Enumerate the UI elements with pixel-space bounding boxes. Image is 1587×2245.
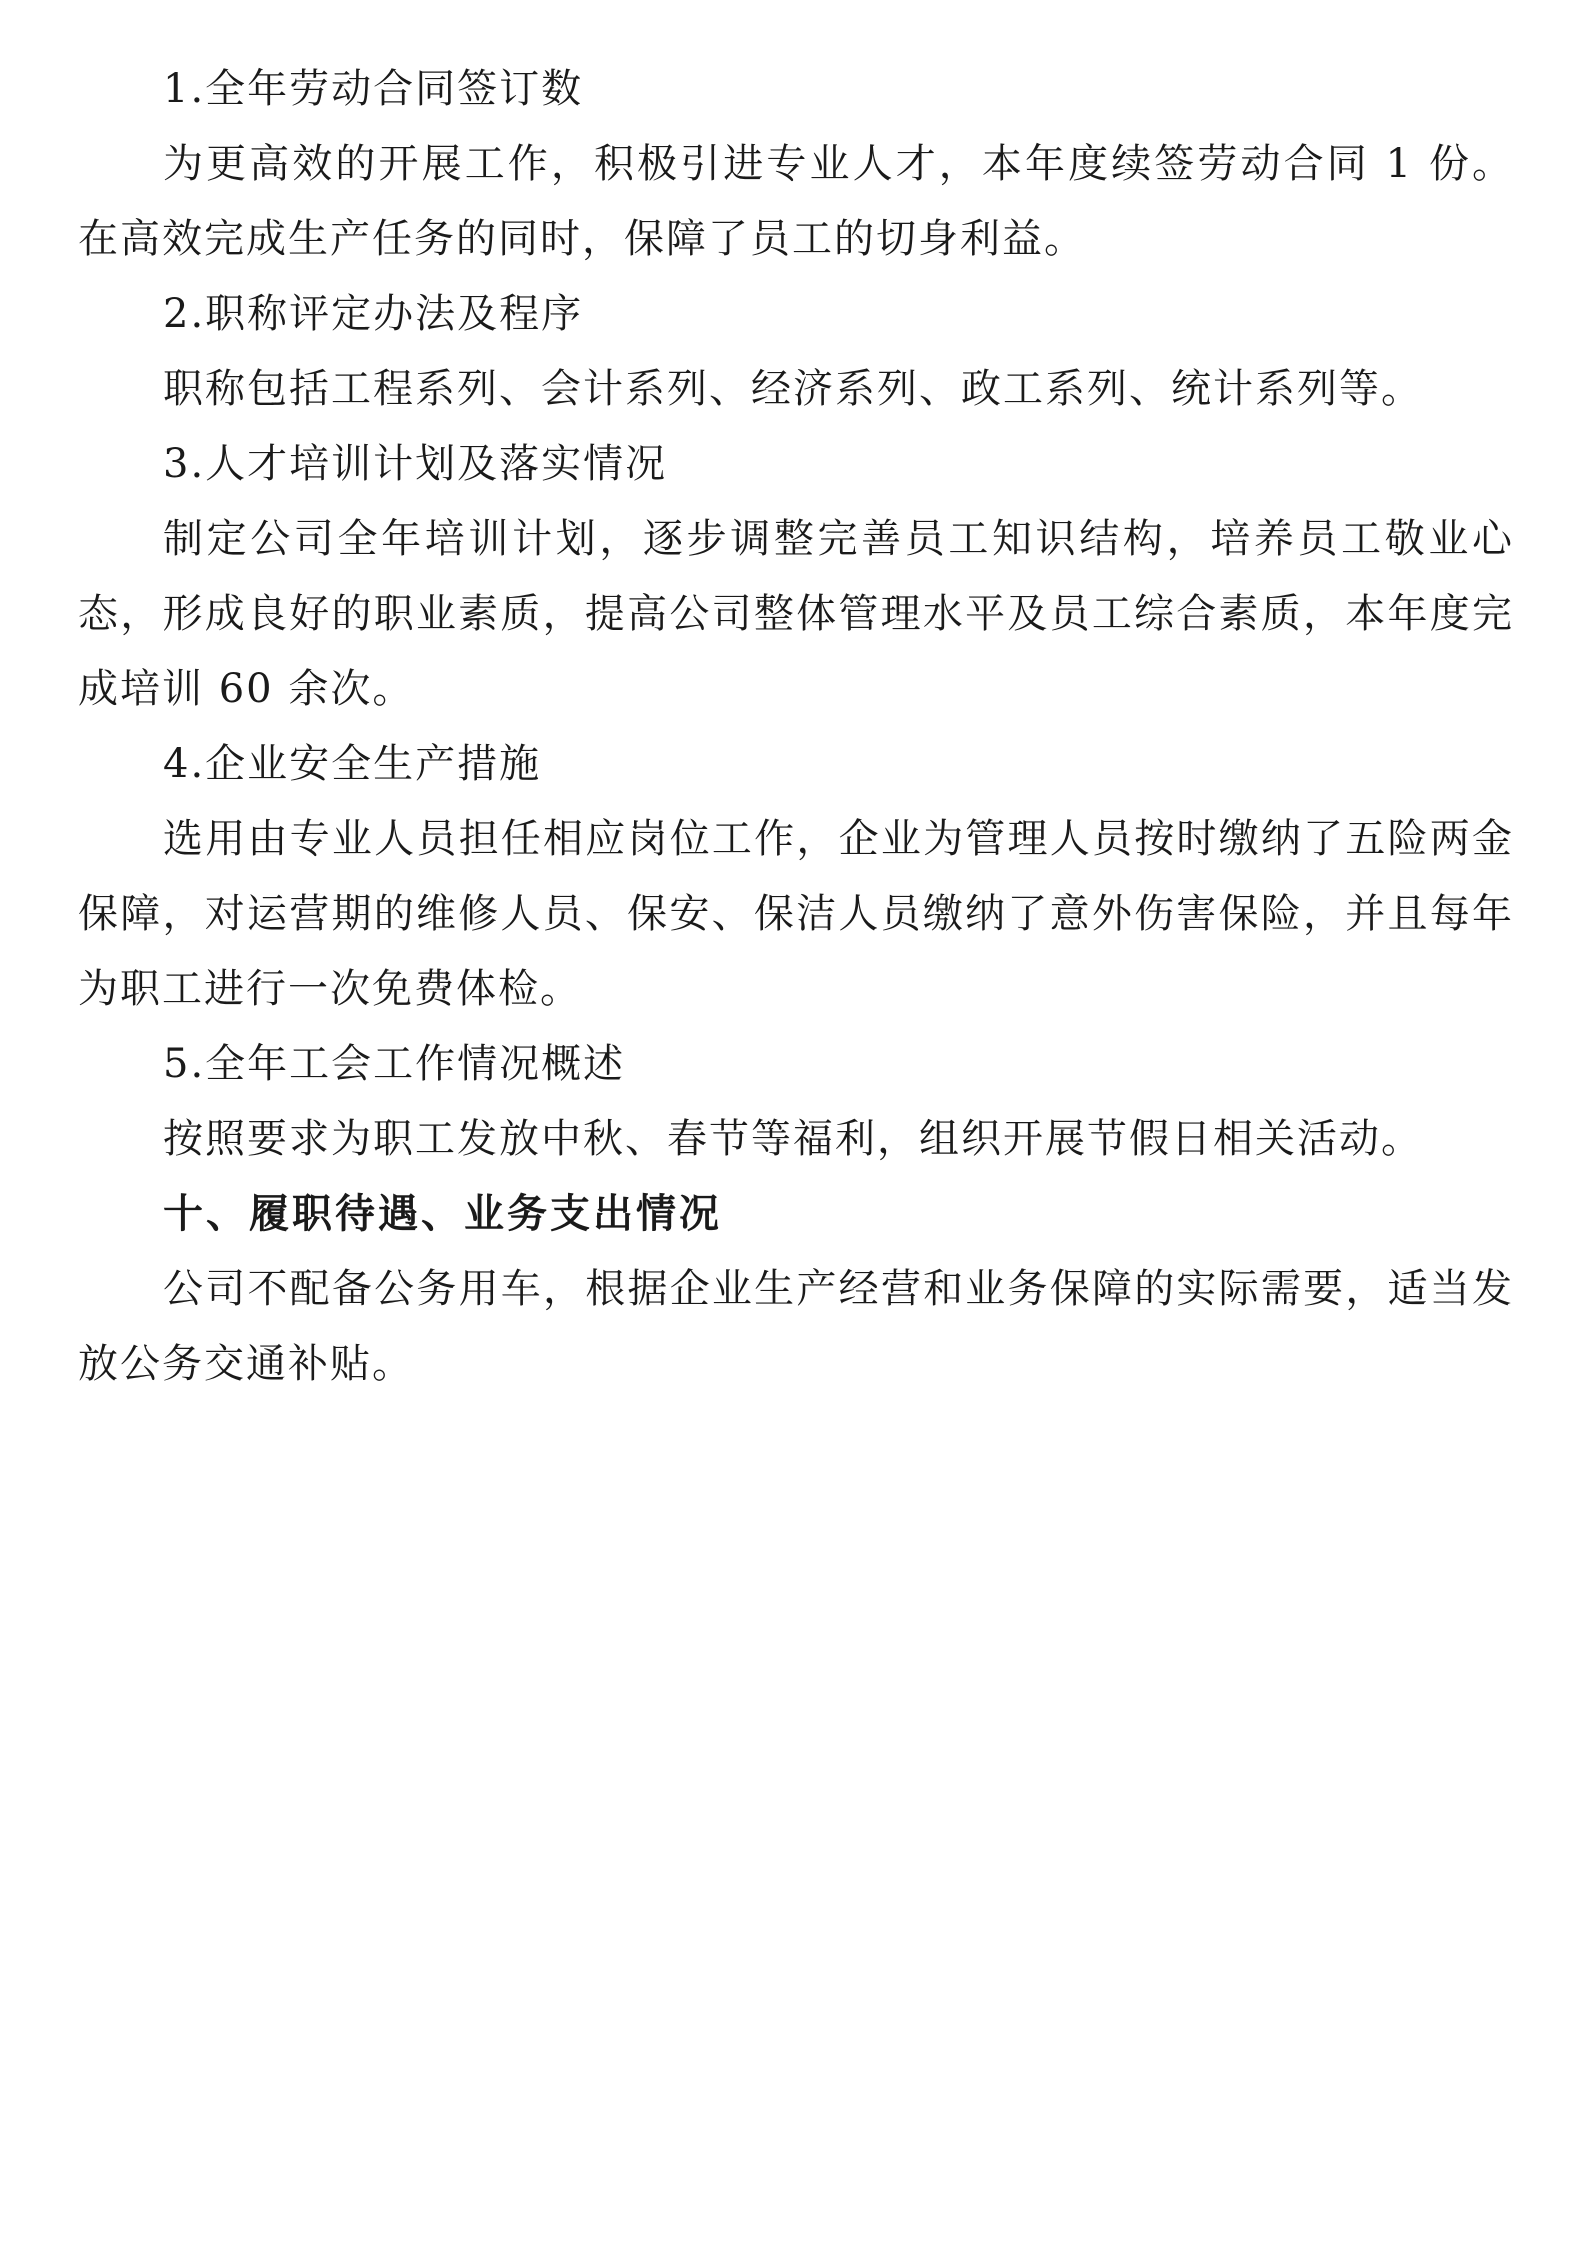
- subheading-training-plan: 3.人才培训计划及落实情况: [163, 441, 668, 487]
- subheading-union-work: 5.全年工会工作情况概述: [163, 1041, 626, 1087]
- subheading-safety-measures: 4.企业安全生产措施: [163, 741, 542, 787]
- paragraph-union-work: 按照要求为职工发放中秋、春节等福利，组织开展节假日相关活动。: [163, 1116, 1423, 1162]
- paragraph-title-evaluation: 职称包括工程系列、会计系列、经济系列、政工系列、统计系列等。: [163, 366, 1423, 412]
- subheading-labor-contracts: 1.全年劳动合同签订数: [163, 66, 584, 112]
- subheading-title-evaluation: 2.职称评定办法及程序: [163, 291, 584, 337]
- paragraph-duty-benefits: 公司不配备公务用车，根据企业生产经营和业务保障的实际需要，适当发放公务交通补贴。: [78, 1266, 1514, 1387]
- paragraph-labor-contracts: 为更高效的开展工作，积极引进专业人才，本年度续签劳动合同 1 份。在高效完成生产任务的同时，保障了员工的切身利益。: [78, 141, 1514, 262]
- document-body: [78, 52, 1514, 1402]
- paragraph-training-plan: 制定公司全年培训计划，逐步调整完善员工知识结构，培养员工敬业心态，形成良好的职业素质，提高公司整体管理水平及员工综合素质，本年度完成培训 60 余次。: [78, 516, 1514, 712]
- paragraph-safety-measures: 选用由专业人员担任相应岗位工作，企业为管理人员按时缴纳了五险两金保障，对运营期的维修人员、保安、保洁人员缴纳了意外伤害保险，并且每年为职工进行一次免费体检。: [78, 816, 1514, 1012]
- section-heading-duty-benefits: 十、履职待遇、业务支出情况: [163, 1191, 722, 1237]
